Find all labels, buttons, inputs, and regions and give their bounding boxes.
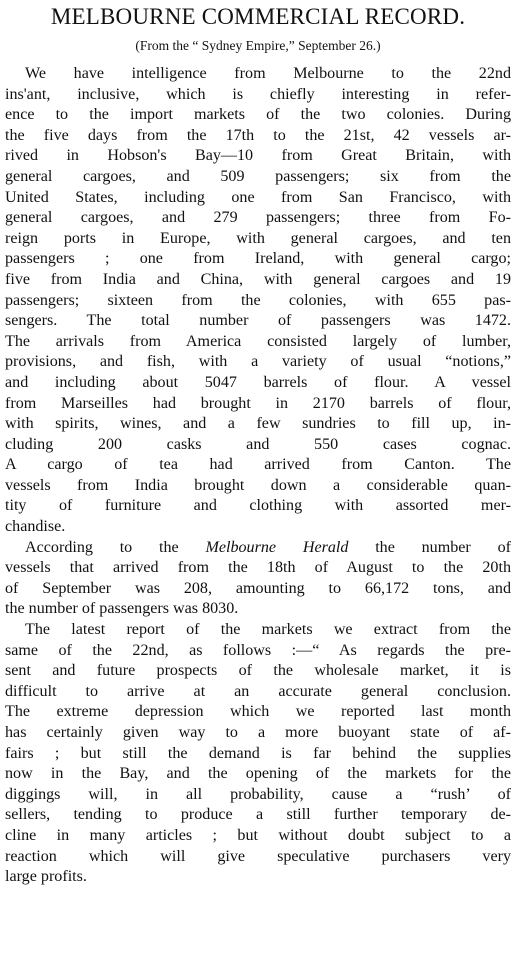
text-line-herald-intro <box>5 538 511 559</box>
text-line: five from India and China, with general cargoes and 19 <box>5 270 511 288</box>
text-line: provisions, and fish, with a variety of usual “notions,” <box>5 353 511 371</box>
text-line: sengers. The total number of passengers was 1472. <box>5 312 511 330</box>
text-line: fairs ; but still the demand is far behind the supplies <box>5 744 511 762</box>
text-line: cline in many articles ; but without doubt subject to a <box>5 826 511 844</box>
article-source-line: (From the “ Sydney Empire,” September 26.) <box>135 38 381 53</box>
text-line: tity of furniture and clothing with assorted mer- <box>5 497 511 515</box>
text-line: from Marseilles had brought in 2170 barrels of flour, <box>5 394 511 412</box>
text-line: passengers; sixteen from the colonies, with 655 pas- <box>5 291 511 309</box>
text-line: general cargoes, and 279 passengers; three from Fo- <box>5 209 511 227</box>
text-line: sellers, tending to produce a still further temporary de- <box>5 806 511 824</box>
text-line: ins'ant, inclusive, which is chiefly interesting in refer- <box>5 85 511 103</box>
text-line: cluding 200 casks and 550 cases cognac. <box>5 435 511 453</box>
text-line: The latest report of the markets we extract from the <box>25 621 511 639</box>
text-line: A cargo of tea had arrived from Canton. The <box>5 456 511 474</box>
text-line: same of the 22nd, as follows :—“ As regards the pre- <box>5 641 511 659</box>
article-headline: MELBOURNE COMMERCIAL RECORD. <box>50 4 466 29</box>
text-line: passengers ; one from Ireland, with general cargo; <box>5 250 511 268</box>
text-line: general cargoes, and 509 passengers; six from the <box>5 167 511 185</box>
text-line: sent and future prospects of the wholesale market, it is <box>5 662 511 680</box>
text-line: with spirits, wines, and a few sundries to fill up, in- <box>5 415 511 433</box>
text-line: rived in Hobson's Bay—10 from Great Britain, with <box>5 147 511 165</box>
text-line: We have intelligence from Melbourne to the 22nd <box>25 65 511 82</box>
text-line: and including about 5047 barrels of flour. A vessel <box>5 373 511 391</box>
text-line: large profits. <box>5 868 87 886</box>
text-line: has certainly given way to a more buoyant state of af- <box>5 724 511 741</box>
text-line: of September was 208, amounting to 66,172 tons, and <box>5 579 511 597</box>
text-line: chandise. <box>5 518 66 536</box>
newspaper-title: Melbourne Herald <box>205 538 349 556</box>
text-line: vessels from India brought down a considerable quan- <box>5 476 511 494</box>
text-line: vessels that arrived from the 18th of August to the 20th <box>5 559 511 577</box>
text-line: the number of passengers was 8030. <box>5 600 239 618</box>
text-line: difficult to arrive at an accurate general conclusion. <box>5 682 511 700</box>
text-line: the five days from the 17th to the 21st, 42 vessels ar- <box>5 126 511 144</box>
text-line: diggings will, in all probability, cause a “rush’ of <box>5 785 511 803</box>
text-line: reaction which will give speculative purchasers very <box>5 847 511 865</box>
text-line: The arrivals from America consisted largely of lumber, <box>5 332 511 350</box>
herald-line-text: According to the Melbourne Herald the number of <box>25 538 511 556</box>
text-line: ence to the import markets of the two colonies. During <box>5 106 511 124</box>
article-paragraph-markets <box>5 620 511 888</box>
text-line: reign ports in Europe, with general cargoes, and ten <box>5 229 511 247</box>
text-line: United States, including one from San Francisco, with <box>5 188 511 206</box>
article-paragraph-arrivals <box>5 64 511 538</box>
text-line: now in the Bay, and the opening of the markets for the <box>5 765 511 783</box>
text-line: The extreme depression which we reported last month <box>5 703 511 721</box>
article-paragraph-herald <box>5 538 511 620</box>
